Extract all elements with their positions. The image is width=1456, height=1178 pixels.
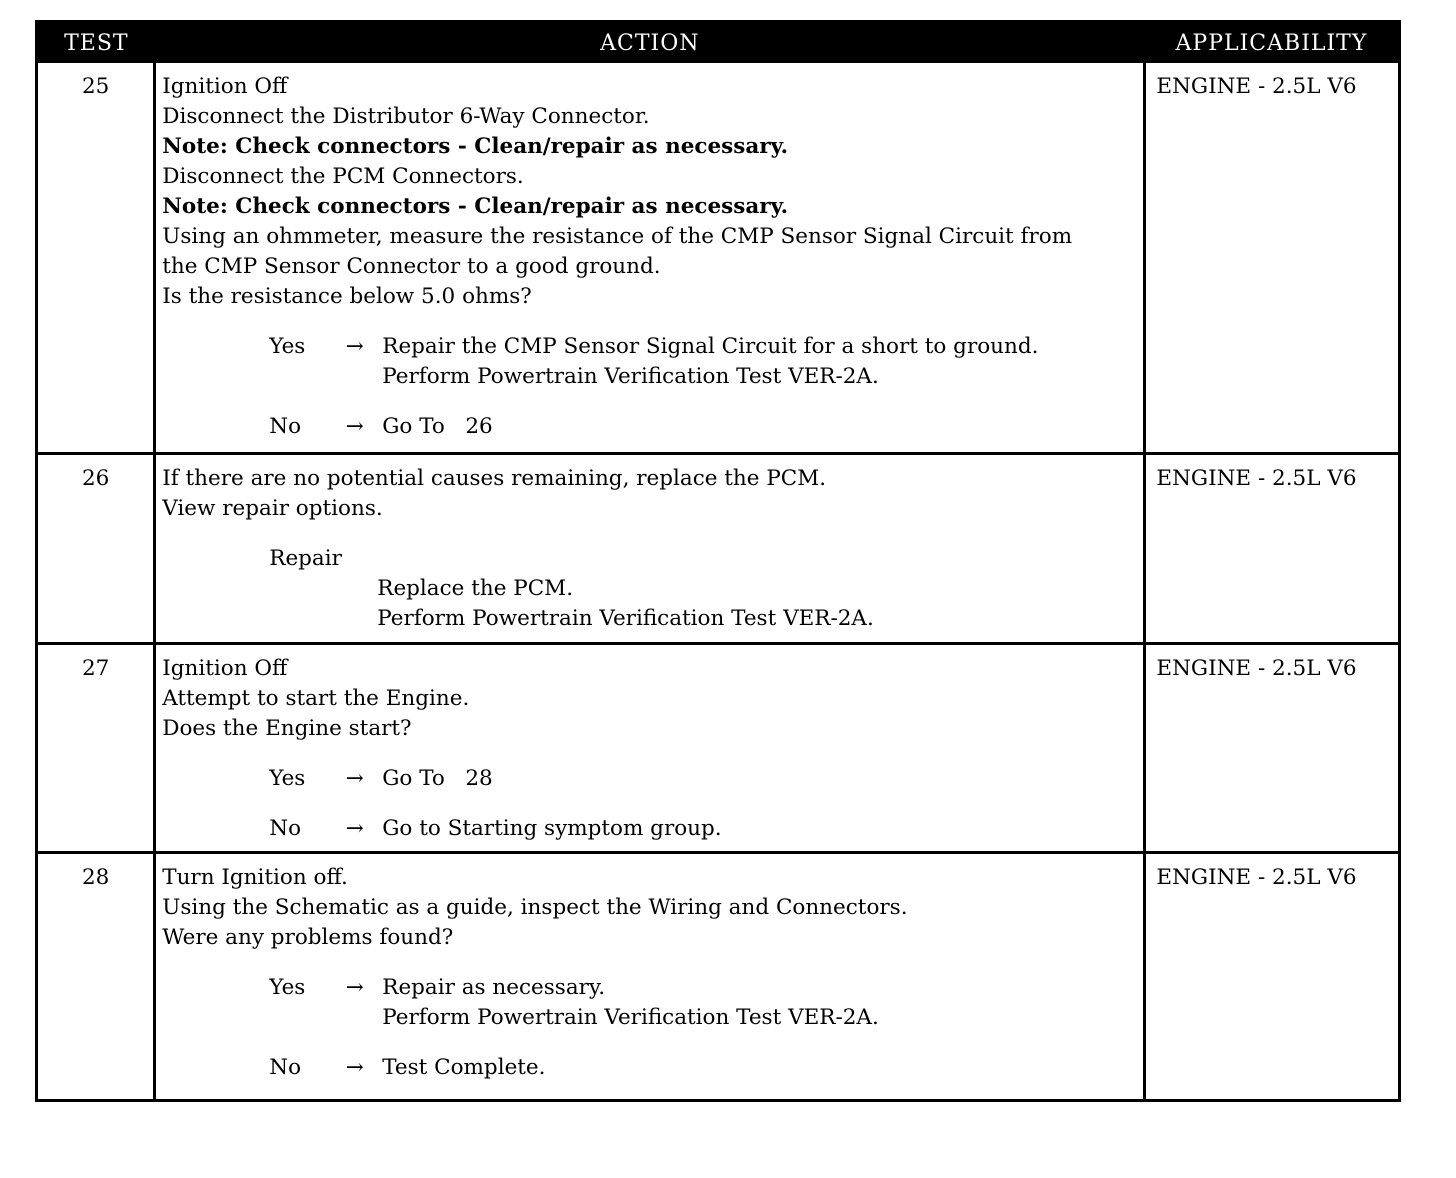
no-branch <box>269 1053 1139 1083</box>
action-cell <box>155 453 1145 643</box>
action-line: View repair options. <box>162 495 383 521</box>
yes-outcome <box>382 973 1139 1033</box>
action-line: Disconnect the PCM Connectors. <box>162 164 524 189</box>
applicability-cell: ENGINE - 2.5L V6 <box>1145 852 1400 1101</box>
yes-outcome <box>382 332 1139 392</box>
test-number: 27 <box>37 643 155 852</box>
action-line: Using the Schematic as a guide, inspect the Wiring and Connectors. <box>162 894 908 920</box>
action-note: Note: Check connectors - Clean/repair as necessary. <box>162 134 789 159</box>
no-label: No <box>269 414 302 439</box>
action-line: Turn Ignition off. <box>162 864 348 890</box>
applicability-cell: ENGINE - 2.5L V6 <box>1145 63 1400 453</box>
header-action: ACTION <box>155 22 1145 64</box>
right-arrow-icon: → <box>345 815 364 841</box>
yes-branch <box>269 973 1139 1033</box>
yes-outcome-line: Perform Powertrain Verification Test VER-2A. <box>382 1004 879 1030</box>
right-arrow-icon: → <box>345 765 364 791</box>
yes-label: Yes <box>269 765 306 791</box>
test-number: 25 <box>37 63 155 453</box>
action-line: the CMP Sensor Connector to a good ground. <box>162 254 661 279</box>
no-label: No <box>269 1054 302 1080</box>
test-number: 26 <box>37 453 155 643</box>
no-branch <box>269 412 1139 442</box>
action-cell <box>155 643 1145 852</box>
action-line: Disconnect the Distributor 6-Way Connector. <box>162 104 650 129</box>
header-applicability: APPLICABILITY <box>1145 22 1400 64</box>
right-arrow-icon: → <box>345 1054 364 1080</box>
no-outcome: Go To 26 <box>382 414 493 439</box>
yes-outcome-line: Perform Powertrain Verification Test VER-2A. <box>382 364 879 389</box>
yes-label: Yes <box>269 974 306 1000</box>
repair-steps <box>377 574 1139 634</box>
action-line: Ignition Off <box>162 74 288 99</box>
yes-outcome-line: Repair the CMP Sensor Signal Circuit for a short to ground. <box>382 334 1039 359</box>
action-question: Were any problems found? <box>162 924 454 950</box>
header-test: TEST <box>37 22 155 64</box>
no-label: No <box>269 815 302 841</box>
no-branch <box>269 814 1139 844</box>
yes-outcome: Go To 28 <box>382 765 493 791</box>
action-line: Using an ohmmeter, measure the resistance of the CMP Sensor Signal Circuit from <box>162 224 1073 249</box>
repair-label: Repair <box>269 545 342 571</box>
action-question: Is the resistance below 5.0 ohms? <box>162 284 532 309</box>
action-line: If there are no potential causes remaining, replace the PCM. <box>162 465 827 491</box>
table-row-test-28 <box>37 852 1400 1101</box>
repair-step: Perform Powertrain Verification Test VER-2A. <box>377 605 874 631</box>
yes-label: Yes <box>269 334 306 359</box>
no-outcome: Go to Starting symptom group. <box>382 815 722 841</box>
action-line: Ignition Off <box>162 655 288 681</box>
applicability-cell: ENGINE - 2.5L V6 <box>1145 453 1400 643</box>
applicability-cell: ENGINE - 2.5L V6 <box>1145 643 1400 852</box>
repair-block <box>269 544 1139 634</box>
action-line: Attempt to start the Engine. <box>162 685 470 711</box>
action-question: Does the Engine start? <box>162 715 412 741</box>
test-number: 28 <box>37 852 155 1101</box>
table-row-test-26 <box>37 453 1400 643</box>
table-row-test-25 <box>37 63 1400 453</box>
yes-branch <box>269 764 1139 794</box>
table-row-test-27 <box>37 643 1400 852</box>
right-arrow-icon: → <box>345 974 364 1000</box>
diagnostic-test-table <box>35 20 1401 1102</box>
yes-branch <box>269 332 1139 392</box>
action-cell <box>155 852 1145 1101</box>
right-arrow-icon: → <box>345 334 364 359</box>
yes-outcome-line: Repair as necessary. <box>382 974 606 1000</box>
right-arrow-icon: → <box>345 414 364 439</box>
table-header-row <box>37 22 1400 64</box>
repair-step: Replace the PCM. <box>377 575 574 601</box>
no-outcome: Test Complete. <box>382 1054 546 1080</box>
action-cell <box>155 63 1145 453</box>
action-note: Note: Check connectors - Clean/repair as necessary. <box>162 194 789 219</box>
